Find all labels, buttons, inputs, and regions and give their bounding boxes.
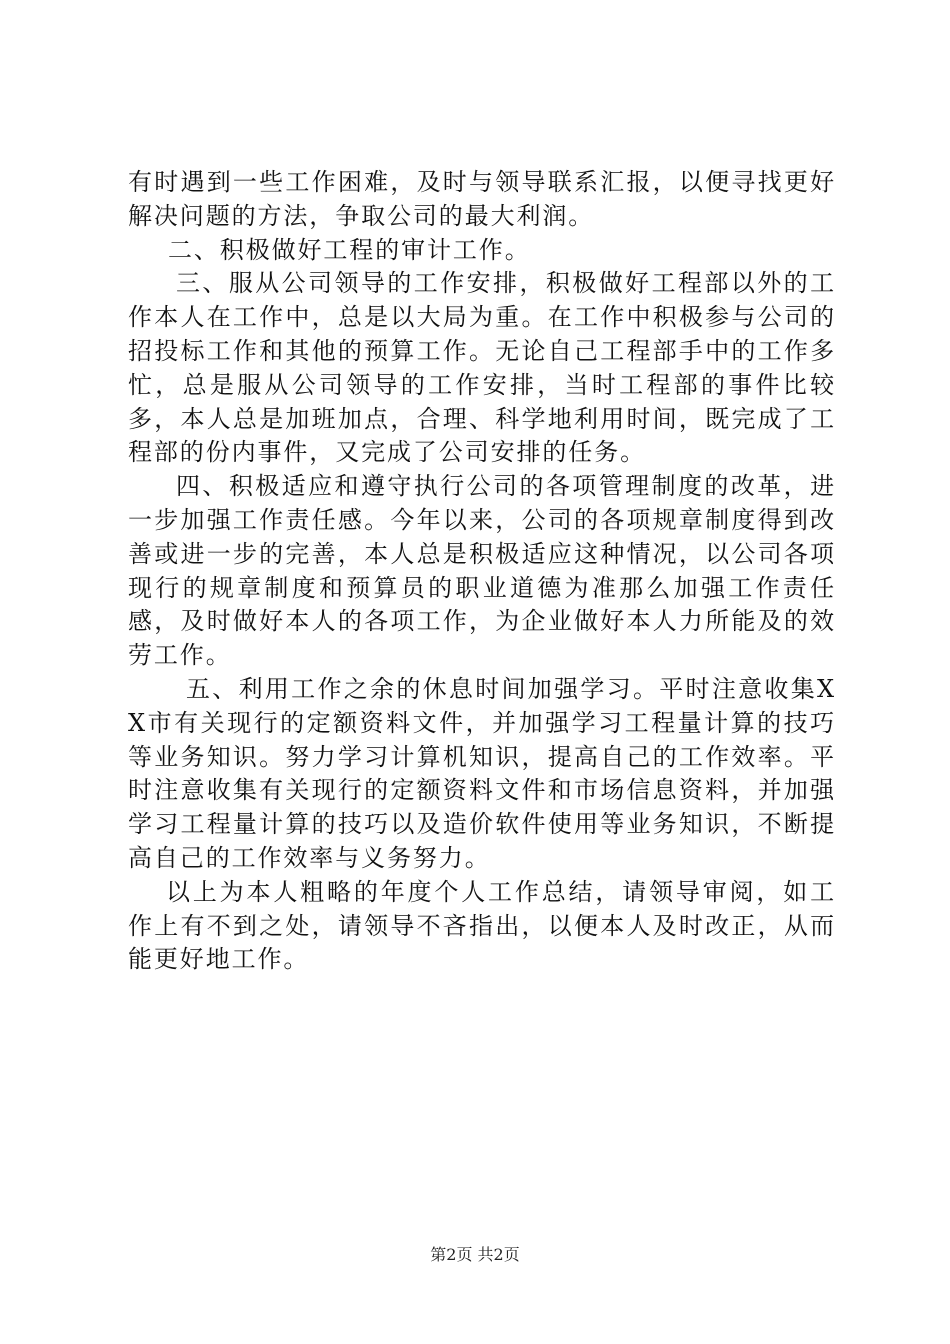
page-footer: 第2页 共2页 (430, 1245, 520, 1264)
paragraph-section-three: 三、服从公司领导的工作安排，积极做好工程部以外的工作本人在工作中，总是以大局为重。在工作中积极参与公司的招投标工作和其他的预算工作。无论自己工程部手中的工作多忙，总是服从公司领导的工作安排，当时工程部的事件比较多，本人总是加班加点，合理、科学地利用时间，既完成了工程部的份内事件，又完成了公司安排的任务。 (128, 269, 836, 467)
paragraph-conclusion: 以上为本人粗略的年度个人工作总结，请领导审阅，如工作上有不到之处，请领导不吝指出，以便本人及时改正，从而能更好地工作。 (128, 877, 836, 974)
paragraph-section-two: 二、积极做好工程的审计工作。 (168, 235, 531, 264)
paragraph-continuation: 有时遇到一些工作困难，及时与领导联系汇报，以便寻找更好解决问题的方法，争取公司的最大利润。 (128, 168, 836, 230)
paragraph-section-four: 四、积极适应和遵守执行公司的各项管理制度的改革，进一步加强工作责任感。今年以来，公司的各项规章制度得到改善或进一步的完善，本人总是积极适应这种情况，以公司各项现行的规章制度和预算员的职业道德为准那么加强工作责任感，及时做好本人的各项工作，为企业做好本人力所能及的效劳工作。 (128, 472, 836, 670)
paragraph-section-five: 五、利用工作之余的休息时间加强学习。平时注意收集XX市有关现行的定额资料文件，并加强学习工程量计算的技巧等业务知识。努力学习计算机知识，提高自己的工作效率。平时注意收集有关现行的定额资料文件和市场信息资料，并加强学习工程量计算的技巧以及造价软件使用等业务知识，不断提高自己的工作效率与义务努力。 (128, 674, 836, 872)
document-body (128, 166, 836, 977)
